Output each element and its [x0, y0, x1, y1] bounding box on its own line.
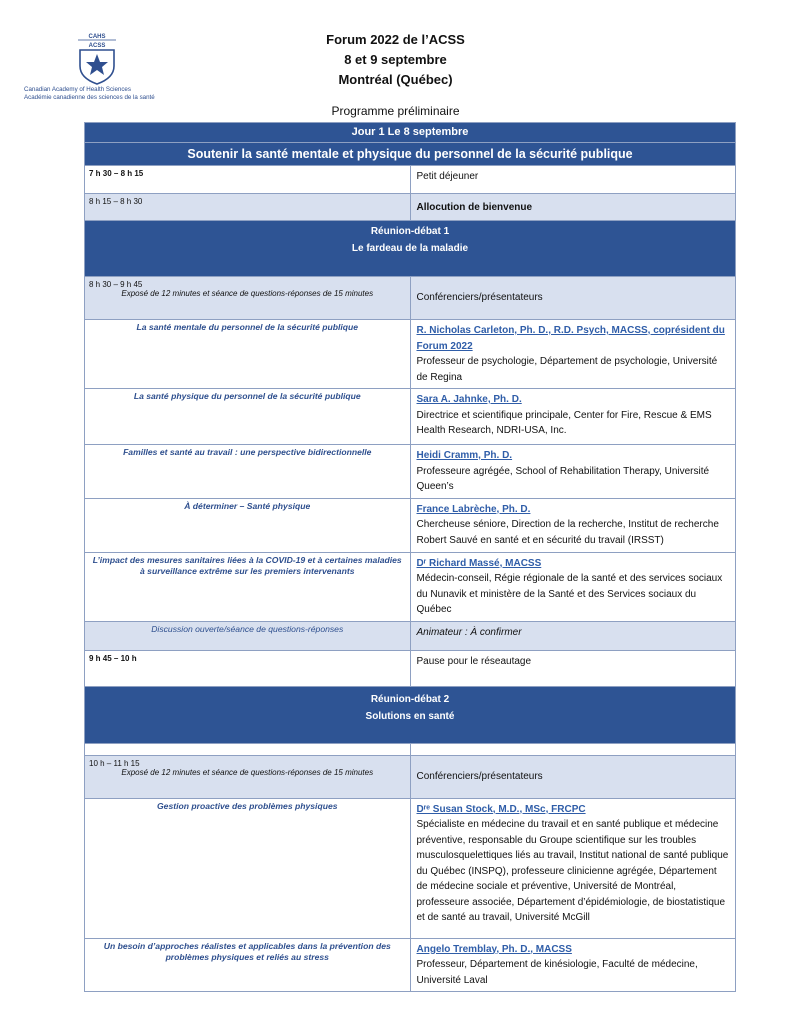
theme-heading: Soutenir la santé mentale et physique du personnel de la sécurité publique — [85, 143, 736, 166]
topic-cell: L’impact des mesures sanitaires liées à la COVID-19 et à certaines maladies à surveillance extrême sur les premiers intervenants — [85, 552, 411, 621]
speaker-link[interactable]: R. Nicholas Carleton, Ph. D., R.D. Psych, MACSS, coprésident du Forum 2022 — [416, 325, 725, 352]
panel-heading — [85, 221, 736, 277]
speaker-affiliation: Spécialiste en médecine du travail et en santé publique et médecine préventive, responsable du Groupe scientifique sur les troubles musculosquelettiques liés au travail, Institut national de santé publique du Québec (INSPQ), professeure clinicienne agrégée, Département de médecine sociale et préventive, Université de Montréal, professeure associée, Département d’épidémiologie, de biostatistique et de santé au travail, Université McGill — [416, 819, 729, 923]
moderator-cell: Animateur : À confirmer — [410, 621, 736, 650]
topic-cell: La santé physique du personnel de la sécurité publique — [85, 389, 411, 445]
speaker-affiliation: Médecin-conseil, Régie régionale de la santé et des services sociaux du Nunavik et ministère de la Santé et des Services sociaux du Québec — [416, 573, 723, 615]
table-row — [85, 277, 736, 320]
table-row — [85, 650, 736, 686]
speaker-affiliation: Chercheuse séniore, Direction de la recherche, Institut de recherche Robert Sauvé en santé et en sécurité du travail (IRSST) — [416, 519, 719, 546]
panel-row — [85, 686, 736, 743]
table-row — [85, 755, 736, 798]
table-row — [85, 166, 736, 194]
table-row — [85, 498, 736, 552]
speaker-link[interactable]: Sara A. Jahnke, Ph. D. — [416, 394, 522, 405]
topic-cell: À déterminer – Santé physique — [85, 498, 411, 552]
topic-cell: Un besoin d’approches réalistes et applicables dans la prévention des problèmes physiques et reliés au stress — [85, 938, 411, 992]
speaker-cell — [410, 389, 736, 445]
session-time-cell — [85, 277, 411, 320]
speaker-cell — [410, 445, 736, 499]
session-format-note: Exposé de 12 minutes et séance de questions-réponses de 15 minutes — [121, 289, 374, 298]
spacer-cell — [85, 743, 411, 755]
speaker-cell — [410, 938, 736, 992]
table-row — [85, 320, 736, 389]
speaker-cell — [410, 552, 736, 621]
topic-cell: La santé mentale du personnel de la sécurité publique — [85, 320, 411, 389]
discussion-cell: Discussion ouverte/séance de questions-réponses — [85, 621, 411, 650]
activity-cell: Petit déjeuner — [410, 166, 736, 194]
speaker-cell — [410, 320, 736, 389]
speaker-affiliation: Professeur, Département de kinésiologie, Faculté de médecine, Université Laval — [416, 959, 698, 986]
speaker-link[interactable]: France Labrèche, Ph. D. — [416, 503, 531, 515]
session-time: 8 h 30 – 9 h 45 — [89, 280, 143, 289]
session-format-note: Exposé de 12 minutes et séance de questions-réponses de 15 minutes — [121, 767, 374, 777]
speaker-affiliation: Professeur de psychologie, Département de psychologie, Université de Regina — [416, 356, 718, 383]
panel-title: Réunion-débat 1 — [370, 226, 450, 237]
panel-title: Réunion-débat 2 — [370, 693, 450, 705]
topic-cell: Familles et santé au travail : une perspective bidirectionnelle — [85, 445, 411, 499]
activity-cell: Pause pour le réseautage — [410, 650, 736, 686]
document-header — [0, 30, 791, 90]
table-row — [85, 621, 736, 650]
speaker-link[interactable]: Angelo Tremblay, Ph. D., MACSS — [416, 943, 572, 955]
speaker-link[interactable]: Dʳᵉ Susan Stock, M.D., MSc, FRCPC — [416, 803, 586, 815]
speaker-affiliation: Professeure agrégée, School of Rehabilitation Therapy, Université Queen’s — [416, 465, 710, 492]
panel-subtitle: Le fardeau de la maladie — [351, 243, 469, 254]
session-time-cell — [85, 755, 411, 798]
session-time: 10 h – 11 h 15 — [89, 758, 140, 768]
panel-row — [85, 221, 736, 277]
day-heading: Jour 1 Le 8 septembre — [85, 123, 736, 143]
spacer-row — [85, 743, 736, 755]
speaker-cell — [410, 498, 736, 552]
speakers-header: Conférenciers/présentateurs — [410, 277, 736, 320]
activity-cell: Allocution de bienvenue — [410, 194, 736, 221]
table-row — [85, 389, 736, 445]
logo-english-name: Canadian Academy of Health Sciences — [24, 86, 131, 93]
theme-row — [85, 143, 736, 166]
day-row — [85, 123, 736, 143]
program-subtitle: Programme préliminaire — [331, 104, 460, 118]
panel-heading — [85, 686, 736, 743]
program-table — [84, 122, 736, 992]
speaker-cell — [410, 798, 736, 938]
topic-cell: Gestion proactive des problèmes physiques — [85, 798, 411, 938]
time-cell: 7 h 30 – 8 h 15 — [85, 166, 411, 194]
table-row — [85, 445, 736, 499]
svg-text:ACSS: ACSS — [88, 43, 106, 49]
table-row — [85, 194, 736, 221]
forum-title: Forum 2022 de l’ACSS — [326, 32, 465, 47]
time-cell: 9 h 45 – 10 h — [85, 650, 411, 686]
speaker-link[interactable]: Heidi Cramm, Ph. D. — [416, 450, 513, 461]
table-row — [85, 938, 736, 992]
forum-location: Montréal (Québec) — [338, 72, 453, 87]
speaker-affiliation: Directrice et scientifique principale, Center for Fire, Rescue & EMS Health Research, NDRI-USA, Inc. — [416, 409, 712, 436]
speaker-link[interactable]: Dʳ Richard Massé, MACSS — [416, 557, 542, 569]
time-cell: 8 h 15 – 8 h 30 — [85, 194, 411, 221]
panel-subtitle: Solutions en santé — [365, 710, 455, 722]
speakers-header: Conférenciers/présentateurs — [410, 755, 736, 798]
logo-french-name: Académie canadienne des sciences de la santé — [24, 94, 155, 101]
table-row — [85, 798, 736, 938]
table-row — [85, 552, 736, 621]
forum-dates: 8 et 9 septembre — [344, 52, 447, 67]
svg-text:CAHS: CAHS — [88, 34, 106, 40]
spacer-cell — [410, 743, 736, 755]
